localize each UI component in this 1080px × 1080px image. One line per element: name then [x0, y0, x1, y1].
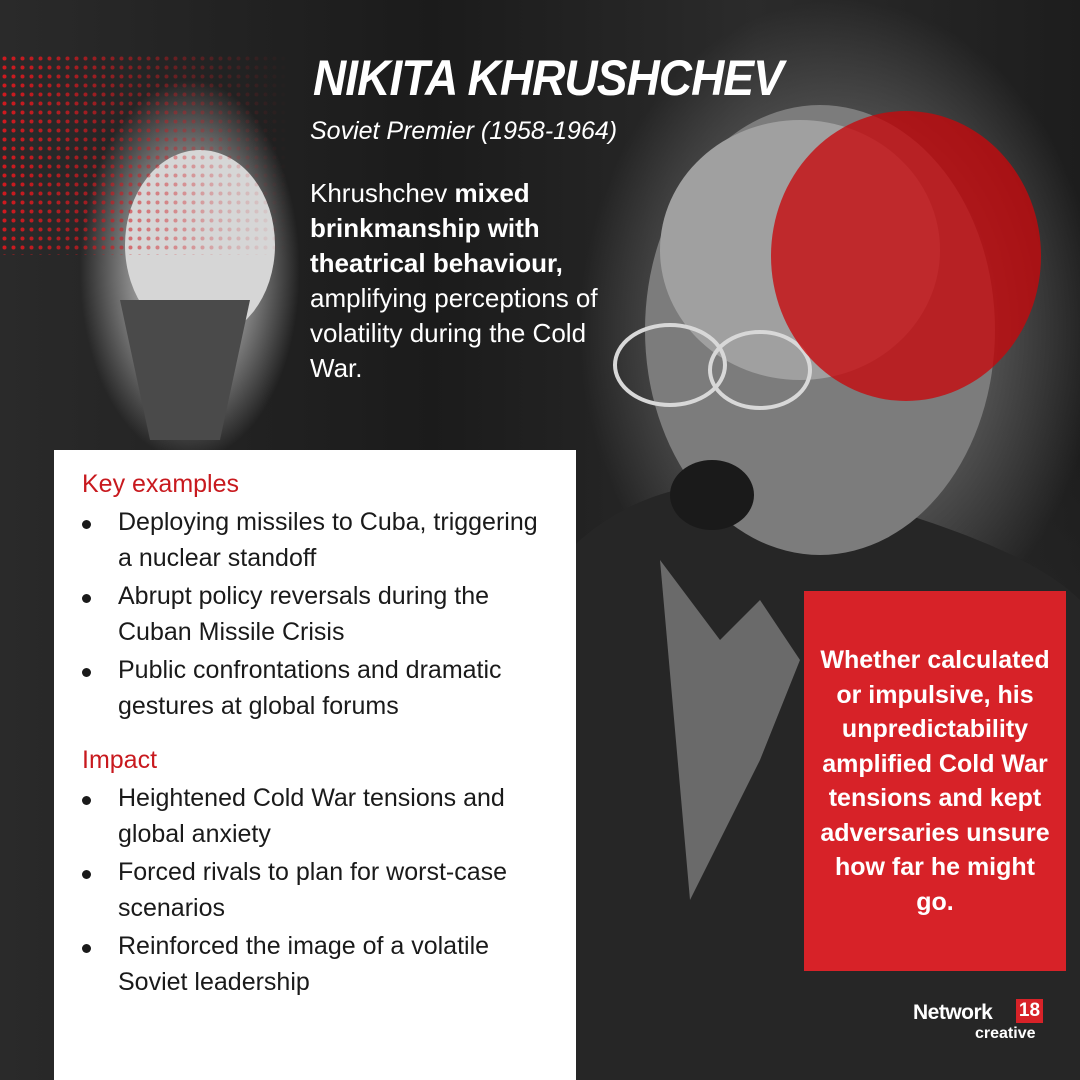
red-accent-circle — [771, 111, 1041, 401]
impact-heading: Impact — [82, 746, 158, 774]
bullet-icon — [82, 796, 91, 805]
network18-logo — [913, 998, 1045, 1048]
bullet-icon — [82, 668, 91, 677]
bullet-icon — [82, 944, 91, 953]
list-item — [82, 652, 548, 724]
logo-number: 18 — [1016, 999, 1043, 1023]
intro-paragraph — [310, 176, 610, 386]
list-item — [82, 780, 548, 852]
key-examples-heading: Key examples — [82, 470, 240, 498]
list-item-text: Heightened Cold War tensions and global anxiety — [118, 784, 505, 848]
list-item-text: Abrupt policy reversals during the Cuban Missile Crisis — [118, 582, 490, 646]
list-item — [82, 928, 548, 1000]
list-item — [82, 854, 548, 926]
intro-text-end: amplifying perceptions of volatility during the Cold War. — [310, 283, 598, 383]
page-subtitle: Soviet Premier (1958-1964) — [310, 117, 618, 145]
bullet-icon — [82, 594, 91, 603]
impact-list — [82, 780, 548, 1000]
key-examples-list — [82, 504, 548, 724]
page-title: NIKITA KHRUSHCHEV — [313, 50, 783, 106]
bullet-icon — [82, 520, 91, 529]
quote-box — [804, 591, 1066, 971]
list-item — [82, 504, 548, 576]
list-item — [82, 578, 548, 650]
logo-word: Network — [913, 1001, 993, 1024]
logo-subtext: creative — [975, 1025, 1036, 1042]
bullet-icon — [82, 870, 91, 879]
list-item-text: Public confrontations and dramatic gestures at global forums — [118, 656, 502, 720]
list-item-text: Forced rivals to plan for worst-case scenarios — [118, 858, 508, 922]
list-item-text: Reinforced the image of a volatile Soviet leadership — [118, 932, 490, 996]
quote-text: Whether calculated or impulsive, his unpredictability amplified Cold War tensions and kept adversaries unsure how far he might go. — [820, 646, 1050, 916]
intro-bold-text: mixed brinkmanship with theatrical behaviour, — [310, 178, 563, 278]
list-item-text: Deploying missiles to Cuba, triggering a nuclear standoff — [118, 508, 538, 572]
content-panel — [54, 450, 576, 1080]
intro-text-start: Khrushchev — [310, 178, 455, 208]
